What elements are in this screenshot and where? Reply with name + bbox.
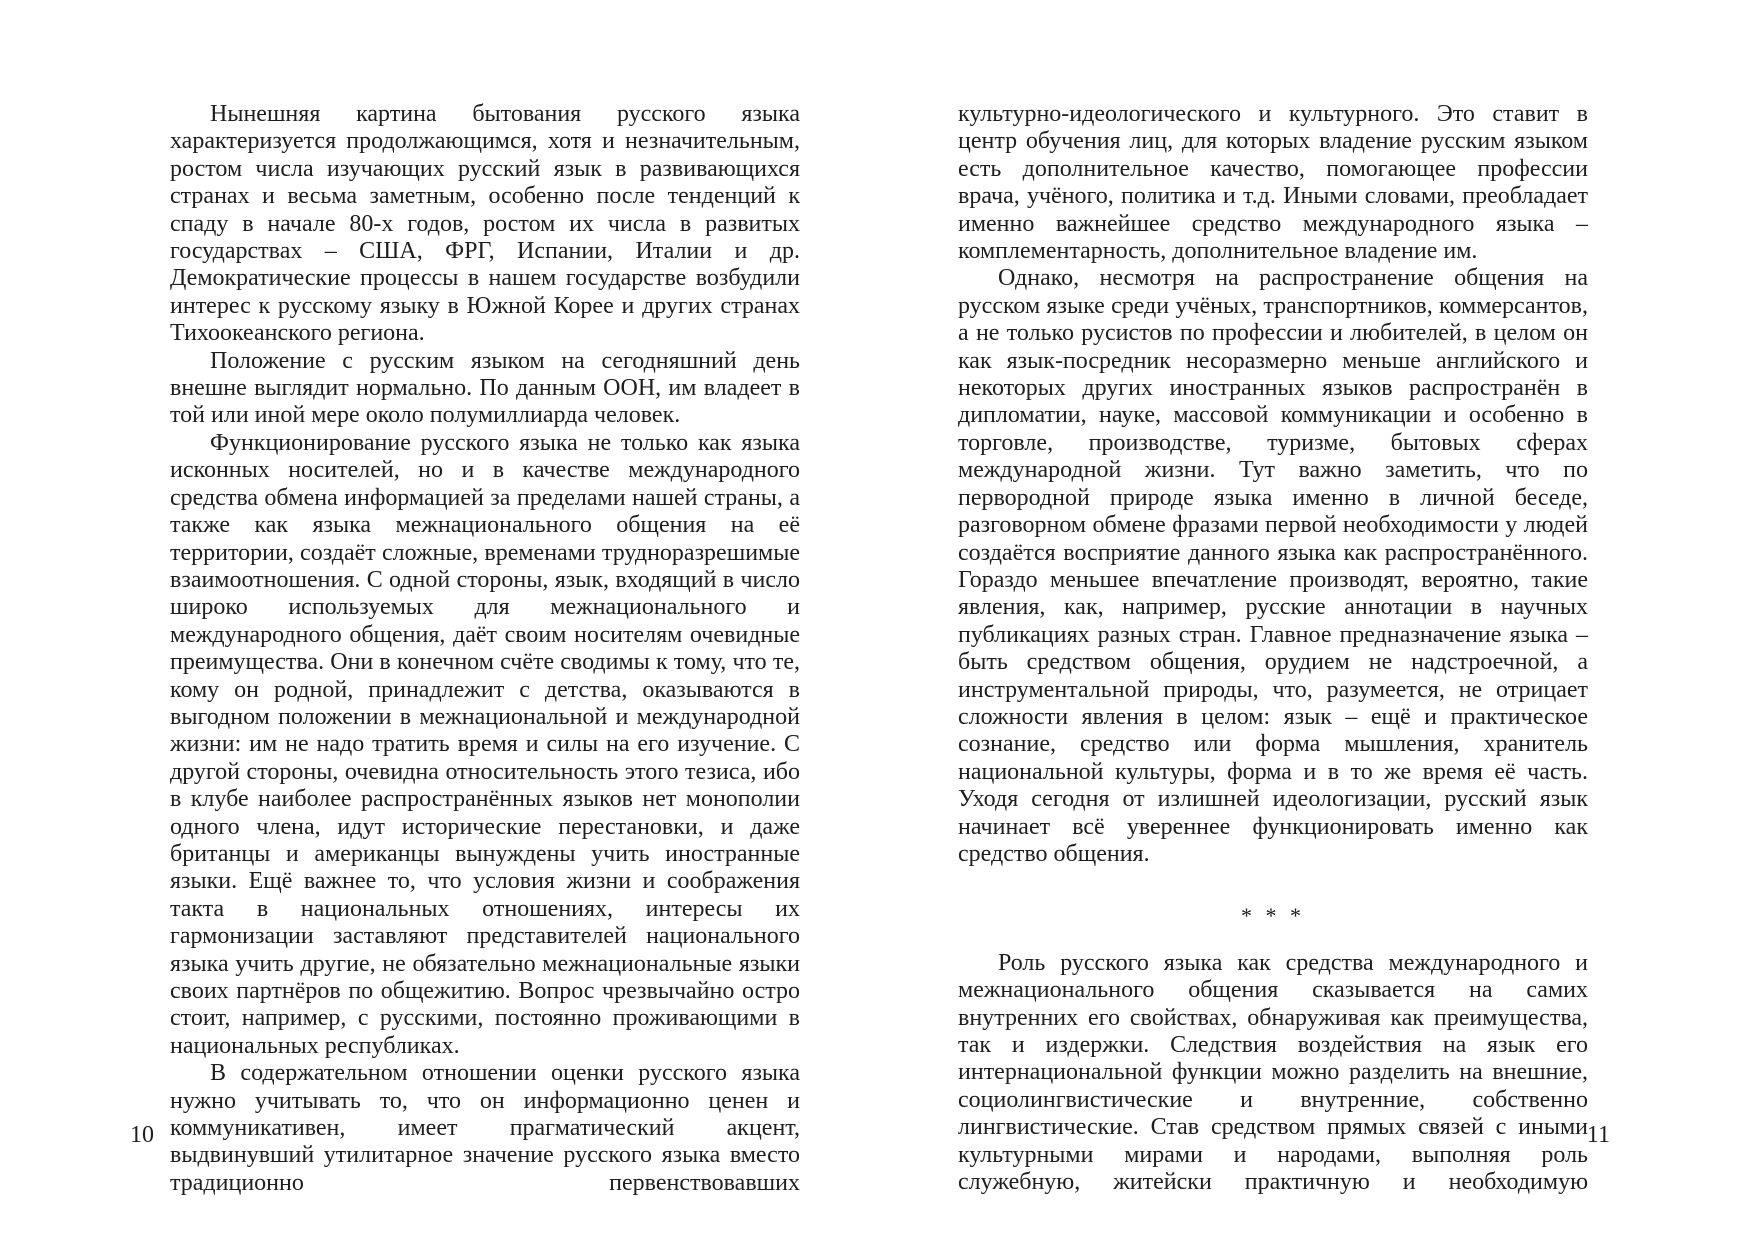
page-number: 11 (1586, 1122, 1610, 1148)
paragraph: Нынешняя картина бытования русского языка характеризуется продолжающимся, хотя и незначительным, ростом числа изучающих русский язык в развивающихся странах и весьма заметным, особенно после тенденций к спаду в начале 80-х годов, ростом их числа в развитых государствах – США, ФРГ, Испании, Италии и др. Демократические процессы в нашем государстве возбудили интерес к русскому языку в Южной Корее и других странах Тихоокеанского региона. (170, 101, 800, 347)
section-divider: * * * (1241, 903, 1305, 929)
paragraph: Роль русского языка как средства международного и межнационального общения сказывается на самих внутренних его свойствах, обнаруживая как преимущества, так и издержки. Следствия воздействия на язык его интернациональной функции можно разделить на внешние, социолингвистические и внутренние, собственно лингвистические. Став средством прямых связей с иными культурными мирами и народами, выполняя роль служебную, житейски практичную и необходимую (958, 949, 1588, 1196)
paragraph: В содержательном отношении оценки русского языка нужно учитывать то, что он информационно ценен и коммуникативен, имеет прагматический акцент, выдвинувший утилитарное значение русского языка вместо традиционно первенствовавших (170, 1060, 800, 1196)
right-page-text (958, 101, 1588, 1196)
right-page (878, 0, 1755, 1240)
left-page (0, 0, 877, 1240)
paragraph: Функционирование русского языка не только как языка исконных носителей, но и в качестве международного средства обмена информацией за пределами нашей страны, а также как языка межнационального общения на её территории, создаёт сложные, временами трудноразрешимые взаимоотношения. С одной стороны, язык, входящий в число широко используемых для межнационального и международного общения, даёт своим носителям очевидные преимущества. Они в конечном счёте сводимы к тому, что те, кому он родной, принадлежит с детства, оказываются в выгодном положении в межнациональной и международной жизни: им не надо тратить время и силы на его изучение. С другой стороны, очевидна относительность этого тезиса, ибо в клубе наиболее распространённых языков нет монополии одного члена, идут исторические перестановки, и даже британцы и американцы вынуждены учить иностранные языки. Ещё важнее то, что условия жизни и соображения такта в национальных отношениях, интересы их гармонизации заставляют представителей национального языка учить другие, не обязательно межнациональные языки своих партнёров по общежитию. Вопрос чрезвычайно остро стоит, например, с русскими, постоянно проживающими в национальных республиках. (170, 429, 800, 1059)
paragraph: Положение с русским языком на сегодняшний день внешне выглядит нормально. По данным ООН, им владеет в той или иной мере около полумиллиарда человек. (170, 347, 800, 429)
paragraph: культурно-идеологического и культурного. Это ставит в центр обучения лиц, для которых владение русским языком есть дополнительное качество, помогающее профессии врача, учёного, политика и т.д. Иными словами, преобладает именно важнейшее средство международного языка – комплементарность, дополнительное владение им. (958, 101, 1588, 265)
left-page-text (170, 101, 800, 1197)
page-number: 10 (130, 1122, 154, 1148)
paragraph: Однако, несмотря на распространение общения на русском языке среди учёных, транспортников, коммерсантов, а не только русистов по профессии и любителей, в целом он как язык-посредник несоразмерно меньше английского и некоторых других иностранных языков распространён в дипломатии, науке, массовой коммуникации и особенно в торговле, производстве, туризме, бытовых сферах международной жизни. Тут важно заметить, что по первородной природе языка именно в личной беседе, разговорном обмене фразами первой необходимости у людей создаётся восприятие данного языка как распространённого. Гораздо меньшее впечатление производят, вероятно, такие явления, как, например, русские аннотации в научных публикациях разных стран. Главное предназначение языка – быть средством общения, орудием не надстроечной, а инструментальной природы, что, разумеется, не отрицает сложности явления в целом: язык – ещё и практическое сознание, средство или форма мышления, хранитель национальной культуры, форма и в то же время её часть. Уходя сегодня от излишней идеологизации, русский язык начинает всё увереннее функционировать именно как средство общения. (958, 265, 1588, 867)
